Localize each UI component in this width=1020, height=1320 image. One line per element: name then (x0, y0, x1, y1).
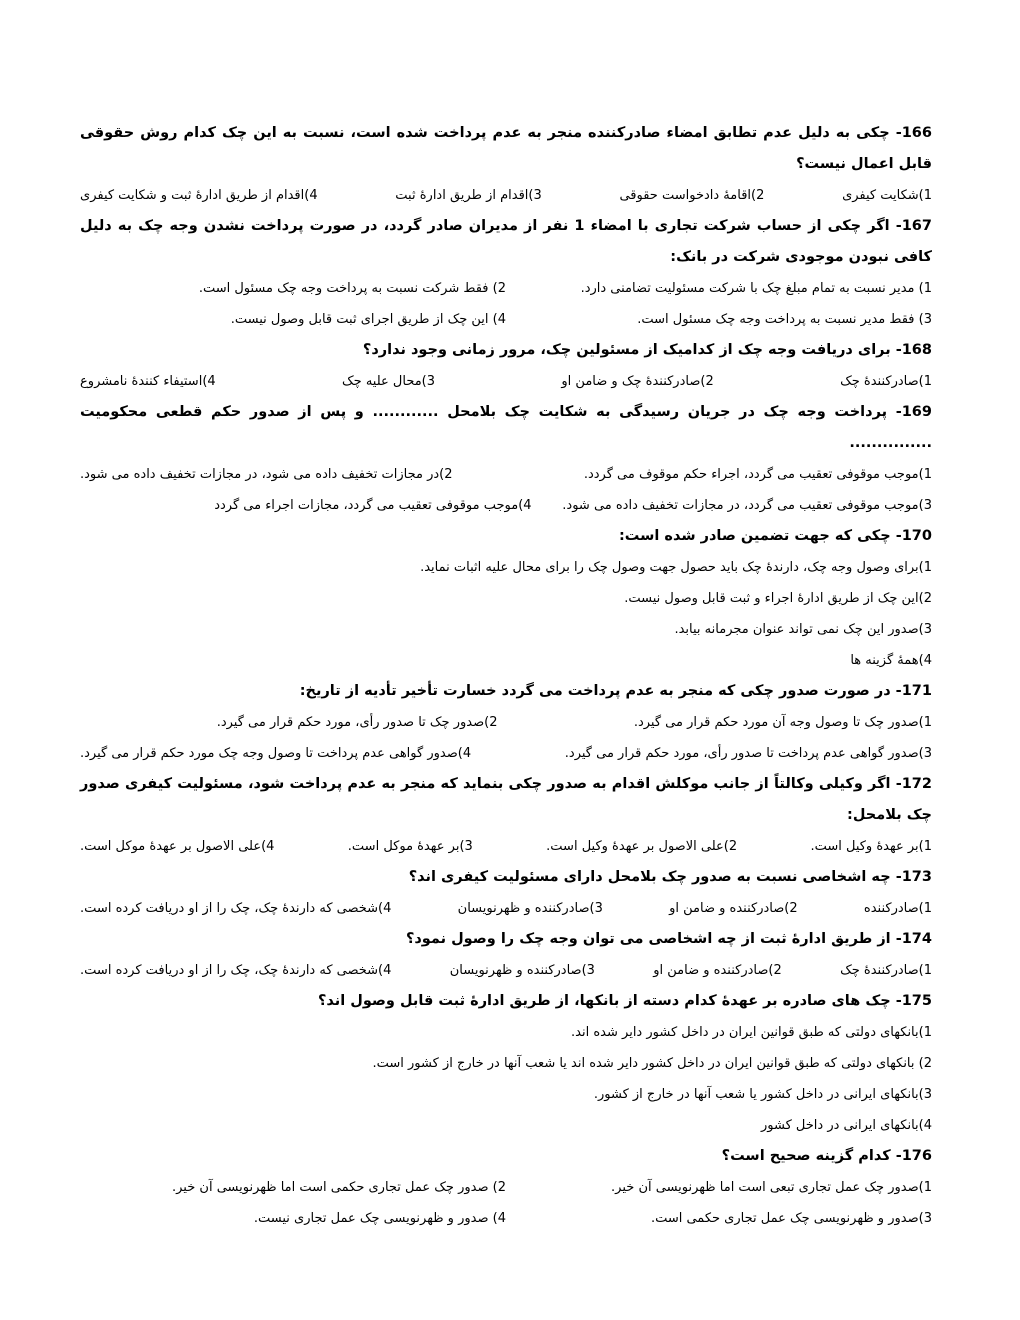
option-3: 3)صدور گواهی عدم پرداخت تا صدور رأی، مورد حکم قرار می گیرد. (564, 746, 932, 761)
question-173 (80, 862, 932, 924)
option-4: 4)استیفاء کنندهٔ نامشروع (80, 374, 216, 389)
option-2: 2)اقامهٔ دادخواست حقوقی (619, 188, 765, 203)
question-169 (80, 397, 932, 521)
question-text: 172- اگر وکیلی وکالتاً از جانب موکلش اقدام به صدور چکی بنماید که منجر به عدم پرداخت شود، مسئولیت کیفری صدور چک بلامحل: (80, 776, 932, 823)
option-2: 2)صادرکننده و ضامن او (669, 901, 798, 916)
option-2: 2)صادرکنندهٔ چک و ضامن او (561, 374, 714, 389)
option-3: 3)بانکهای ایرانی در داخل کشور یا شعب آنها در خارج از کشور. (593, 1087, 932, 1102)
options-row (80, 831, 932, 862)
options-row (80, 490, 932, 521)
question-text: 166- چکی به دلیل عدم تطابق امضاء صادرکننده منجر به عدم پرداخت شده است، نسبت به این چک کدام روش حقوقی قابل اعمال نیست؟ (80, 125, 932, 172)
question-170 (80, 521, 932, 676)
option-1: 1) مدیر نسبت به تمام مبلغ چک با شرکت مسئولیت تضامنی دارد. (580, 281, 932, 296)
question-text: 169- پرداخت وجه چک در جریان رسیدگی به شکایت چک بلامحل ............ و پس از صدور حکم قطعی محکومیت ............... (80, 404, 932, 451)
question-text: 168- برای دریافت وجه چک از کدامیک از مسئولین چک، مرور زمانی وجود ندارد؟ (362, 342, 932, 358)
option-3: 3)موجب موقوفی تعقیب می گردد، در مجازات تخفیف داده می شود. (562, 498, 932, 513)
option-2: 2)در مجازات تخفیف داده می شود، در مجازات تخفیف داده می شود. (80, 467, 453, 482)
question-174 (80, 924, 932, 986)
option-4: 4)شخصی که دارندهٔ چک، چک را از او دریافت کرده است. (80, 963, 392, 978)
option-2: 2) فقط شرکت نسبت به پرداخت وجه چک مسئول است. (198, 281, 506, 296)
option-3: 3)صادرکننده و ظهرنویسان (449, 963, 595, 978)
question-168 (80, 335, 932, 397)
options-row (80, 180, 932, 211)
option-3: 3)محال علیه چک (342, 374, 436, 389)
option-3: 3)بر عهدهٔ موکل است. (347, 839, 473, 854)
question-175 (80, 986, 932, 1141)
question-text: 167- اگر چکی از حساب شرکت تجاری با امضاء 1 نفر از مدیران صادر گردد، در صورت پرداخت نشدن وجه چک به دلیل کافی نبودن موجودی شرکت در بانک: (80, 218, 932, 265)
option-2: 2)صدور چک تا صدور رأی، مورد حکم قرار می گیرد. (216, 715, 498, 730)
options-row (80, 707, 932, 738)
option-3: 3)صدور و ظهرنویسی چک عمل تجاری حکمی است. (650, 1211, 932, 1226)
option-1: 1)برای وصول وجه چک، دارندهٔ چک باید حصول جهت وصول چک را برای محال علیه اثبات نماید. (420, 560, 932, 575)
question-166 (80, 118, 932, 211)
options-row (80, 893, 932, 924)
option-3: 3)صدور این چک نمی تواند عنوان مجرمانه بیابد. (674, 622, 932, 637)
question-text: 174- از طریق ادارهٔ ثبت از چه اشخاصی می توان وجه چک را وصول نمود؟ (405, 931, 932, 947)
question-text: 176- کدام گزینه صحیح است؟ (721, 1148, 932, 1164)
question-172 (80, 769, 932, 862)
option-4: 4)موجب موقوفی تعقیب می گردد، مجازات اجراء می گردد (214, 498, 532, 513)
question-text: 171- در صورت صدور چکی که منجر به عدم پرداخت می گردد خسارت تأخیر تأدیه از تاریخ: (299, 683, 932, 699)
option-1: 1)شکایت کیفری (842, 188, 932, 203)
options-row (80, 738, 932, 769)
question-text: 175- چک های صادره بر عهدهٔ کدام دسته از بانکها، از طریق ادارهٔ ثبت قابل وصول اند؟ (318, 993, 932, 1009)
option-1: 1)بانکهای دولتی که طبق قوانین ایران در داخل کشور دایر شده اند. (571, 1025, 932, 1040)
option-4: 4)اقدام از طریق ادارهٔ ثبت و شکایت کیفری (80, 188, 318, 203)
options-row (80, 366, 932, 397)
option-2: 2) بانکهای دولتی که طبق قوانین ایران در داخل کشور دایر شده اند یا شعب آنها در خارج از کشور است. (372, 1056, 932, 1071)
question-171 (80, 676, 932, 769)
options-row (80, 304, 932, 335)
option-4: 4)همهٔ گزینه ها (850, 653, 932, 668)
option-1: 1)صدور چک تا وصول وجه آن مورد حکم قرار می گیرد. (633, 715, 932, 730)
option-4: 4)علی الاصول بر عهدهٔ موکل است. (80, 839, 275, 854)
option-4: 4) صدور و ظهرنویسی چک عمل تجاری نیست. (253, 1211, 506, 1226)
options-row (80, 1172, 932, 1203)
option-2: 2) صدور چک عمل تجاری حکمی است اما ظهرنویسی آن خیر. (172, 1180, 506, 1195)
option-3: 3) فقط مدیر نسبت به پرداخت وجه چک مسئول است. (637, 312, 932, 327)
question-text: 173- چه اشخاصی نسبت به صدور چک بلامحل دارای مسئولیت کیفری اند؟ (408, 869, 932, 885)
option-4: 4) این چک از طریق اجرای ثبت قابل وصول نیست. (230, 312, 506, 327)
option-4: 4)شخصی که دارندهٔ چک، چک را از او دریافت کرده است. (80, 901, 392, 916)
option-1: 1)صادرکنندهٔ چک (840, 374, 932, 389)
option-1: 1)صادرکنندهٔ چک (840, 963, 932, 978)
option-4: 4)بانکهای ایرانی در داخل کشور (761, 1118, 932, 1133)
option-2: 2)صادرکننده و ضامن او (653, 963, 782, 978)
option-1: 1)صادرکننده (863, 901, 932, 916)
option-2: 2)علی الاصول بر عهدهٔ وکیل است. (546, 839, 738, 854)
question-167 (80, 211, 932, 335)
options-row (80, 459, 932, 490)
question-176 (80, 1141, 932, 1234)
options-row (80, 955, 932, 986)
option-1: 1)بر عهدهٔ وکیل است. (810, 839, 932, 854)
options-row (80, 1203, 932, 1234)
exam-page (80, 118, 932, 1234)
option-1: 1)موجب موقوفی تعقیب می گردد، اجراء حکم موقوف می گردد. (583, 467, 932, 482)
option-1: 1)صدور چک عمل تجاری تبعی است اما ظهرنویسی آن خیر. (611, 1180, 932, 1195)
option-4: 4)صدور گواهی عدم پرداخت تا وصول وجه چک مورد حکم قرار می گیرد. (80, 746, 472, 761)
options-row (80, 273, 932, 304)
option-3: 3)صادرکننده و ظهرنویسان (457, 901, 603, 916)
option-2: 2)این چک از طریق ادارهٔ اجراء و ثبت قابل وصول نیست. (624, 591, 932, 606)
question-text: 170- چکی که جهت تضمین صادر شده است: (618, 528, 932, 544)
option-3: 3)اقدام از طریق ادارهٔ ثبت (395, 188, 542, 203)
